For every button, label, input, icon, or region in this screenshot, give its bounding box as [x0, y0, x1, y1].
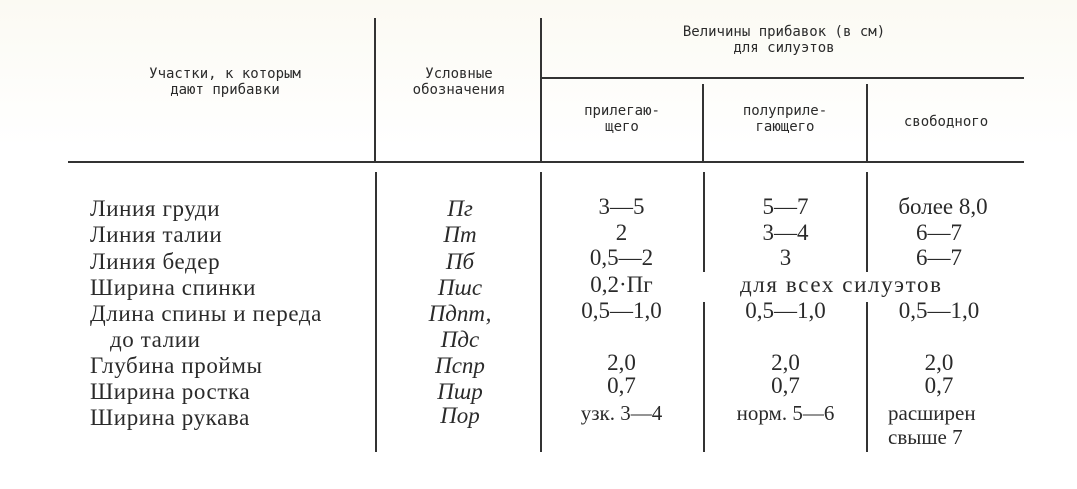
row-semi: 3 — [779, 245, 792, 270]
row-loose: 6—7 — [916, 245, 962, 270]
row-symbol: Пдс — [440, 327, 480, 352]
row-all-silhouettes: для всех силуэтов — [740, 272, 943, 297]
row-loose: более 8,0 — [898, 194, 988, 219]
row-area: до талии — [110, 327, 201, 352]
row-area: Линия талии — [90, 222, 223, 247]
row-symbol: Пдпт, — [428, 301, 492, 326]
row-symbol: Пг — [447, 196, 473, 221]
row-loose: 0,7 — [924, 373, 954, 398]
row-semi: 0,7 — [771, 373, 800, 398]
row-loose: 2,0 — [924, 350, 954, 375]
column-rule-1-body — [375, 172, 377, 452]
header-semi-fitted: полуприле- гающего — [742, 103, 828, 135]
row-loose-continued: свыше 7 — [888, 425, 963, 449]
subheader-divider — [542, 77, 1024, 79]
row-area: Ширина ростка — [90, 379, 251, 404]
row-symbol: Пор — [440, 403, 480, 428]
header-symbols: Условные обозначения — [412, 66, 506, 98]
row-area: Линия груди — [90, 196, 221, 221]
row-fitted: 3—5 — [598, 194, 645, 219]
row-symbol: Пшс — [437, 275, 483, 300]
row-symbol: Пт — [443, 222, 477, 247]
header-areas: Участки, к которым дают прибавки — [149, 66, 301, 98]
column-rule-1 — [374, 18, 376, 161]
row-symbol: Пспр — [435, 353, 485, 378]
row-area: Ширина рукава — [90, 405, 250, 430]
row-symbol: Пшр — [437, 379, 483, 404]
header-fitted: прилегаю- щего — [584, 103, 660, 135]
row-fitted: узк. 3—4 — [580, 401, 663, 425]
row-semi: 5—7 — [762, 194, 809, 219]
row-area: Ширина спинки — [90, 275, 257, 300]
row-fitted: 0,5—2 — [589, 245, 654, 270]
row-semi: 0,5—1,0 — [745, 298, 826, 323]
row-loose: 6—7 — [916, 220, 962, 245]
row-semi: 2,0 — [771, 350, 800, 375]
column-rule-2 — [540, 18, 542, 161]
header-values-group: Величины прибавок (в см) для силуэтов — [682, 24, 886, 56]
row-fitted: 0,5—1,0 — [581, 298, 662, 323]
row-area: Глубина проймы — [90, 353, 263, 378]
header-loose: свободного — [903, 114, 989, 130]
row-fitted: 0,7 — [607, 373, 636, 398]
header-divider — [68, 161, 1024, 163]
row-fitted: 2 — [615, 220, 628, 245]
row-loose: 0,5—1,0 — [898, 298, 980, 323]
row-fitted: 0,2·Пг — [590, 272, 653, 297]
row-symbol: Пб — [445, 249, 475, 274]
row-semi: 3—4 — [762, 220, 809, 245]
row-semi: норм. 5—6 — [736, 401, 835, 425]
row-area: Длина спины и переда — [90, 301, 322, 326]
row-fitted: 2,0 — [607, 350, 636, 375]
row-area: Линия бедер — [90, 249, 221, 274]
row-loose: расширен — [888, 401, 976, 425]
